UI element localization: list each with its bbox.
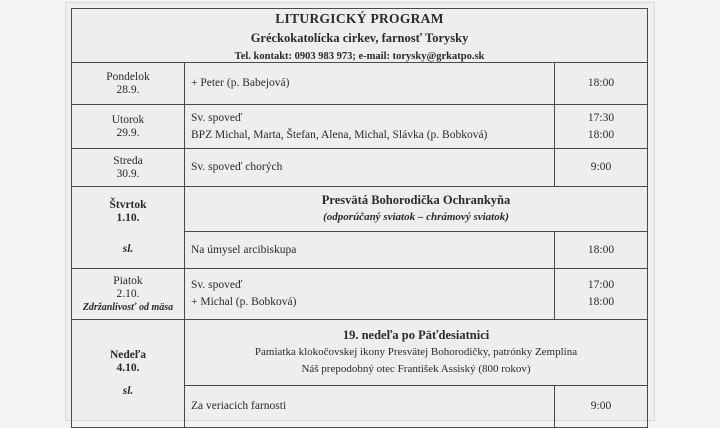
day-name: Pondelok [106,70,150,83]
event-time: 18:00 [587,296,615,308]
event-time: 9:00 [590,400,612,412]
time-cell [555,63,648,105]
time-cell [555,149,648,187]
event-time: 9:00 [590,161,612,173]
day-name: Štvrtok [109,199,147,211]
time-cell [555,269,648,320]
feast-line: Pamiatka klokočovskej ikony Presvätej Bohorodičky, patrónky Zemplína [254,346,578,358]
day-name: Utorok [111,113,145,126]
feast-title: Presvätá Bohorodička Ochrankyňa [321,193,511,207]
feast-line: Náš prepodobný otec František Assiský (800 rokov) [301,363,531,375]
program-title: LITURGICKÝ PROGRAM [275,11,444,26]
contact-info: Tel. kontakt: 0903 983 973; e-mail: torysky@grkatpo.sk [234,51,485,62]
day-name: Nedeľa [109,349,147,361]
day-date: 2.10. [116,287,140,300]
event-text: + Peter (p. Babejová) [191,77,290,89]
time-cell [555,386,648,428]
event-cell [185,105,555,149]
day-name: Piatok [113,274,143,287]
solemnity-mark: sl. [122,385,134,397]
feast-subtitle: (odporúčaný sviatok – chrámový sviatok) [323,211,509,223]
day-cell [72,269,185,320]
day-date: 30.9. [116,167,140,180]
row-sunday-feast [72,320,648,386]
day-cell [72,105,185,149]
day-cell [72,63,185,105]
day-cell [72,320,185,428]
event-time: 17:00 [587,279,615,291]
program-header [72,9,648,63]
liturgical-program-table [71,8,648,428]
event-cell [185,386,555,428]
parish-name: Gréckokatolícka cirkev, farnosť Torysky [250,31,469,45]
day-date: 4.10. [116,362,140,374]
row-tuesday [72,105,648,149]
day-date: 29.9. [116,126,140,139]
program-sheet [66,3,654,420]
event-time: 17:30 [587,111,615,124]
event-text: Sv. spoveď [191,111,243,124]
day-cell [72,187,185,269]
event-cell [185,232,555,269]
event-text: Sv. spoveď chorých [191,161,283,173]
event-cell [185,63,555,105]
time-cell [555,232,648,269]
feast-cell [185,320,648,386]
day-cell [72,149,185,187]
event-cell [185,149,555,187]
feast-cell [185,187,648,232]
event-time: 18:00 [587,243,615,256]
row-monday [72,63,648,105]
event-text: Sv. spoveď [191,279,243,291]
feast-title: 19. nedeľa po Päťdesiatnici [342,328,490,342]
row-thursday-feast [72,187,648,232]
day-name: Streda [113,154,143,167]
event-text: + Michal (p. Bobková) [191,296,297,308]
day-date: 1.10. [116,212,140,224]
event-cell [185,269,555,320]
day-date: 28.9. [116,83,140,96]
row-wednesday [72,149,648,187]
event-text: Za veriacich farnosti [191,400,287,412]
time-cell [555,105,648,149]
event-time: 18:00 [587,77,615,89]
event-text: Na úmysel arcibiskupa [191,243,297,256]
day-note: Zdržanlivosť od mäsa [82,301,174,313]
event-time: 18:00 [587,128,615,141]
event-text: BPZ Michal, Marta, Štefan, Alena, Michal, Slávka (p. Bobková) [191,128,488,141]
solemnity-mark: sl. [122,243,134,255]
row-friday [72,269,648,320]
